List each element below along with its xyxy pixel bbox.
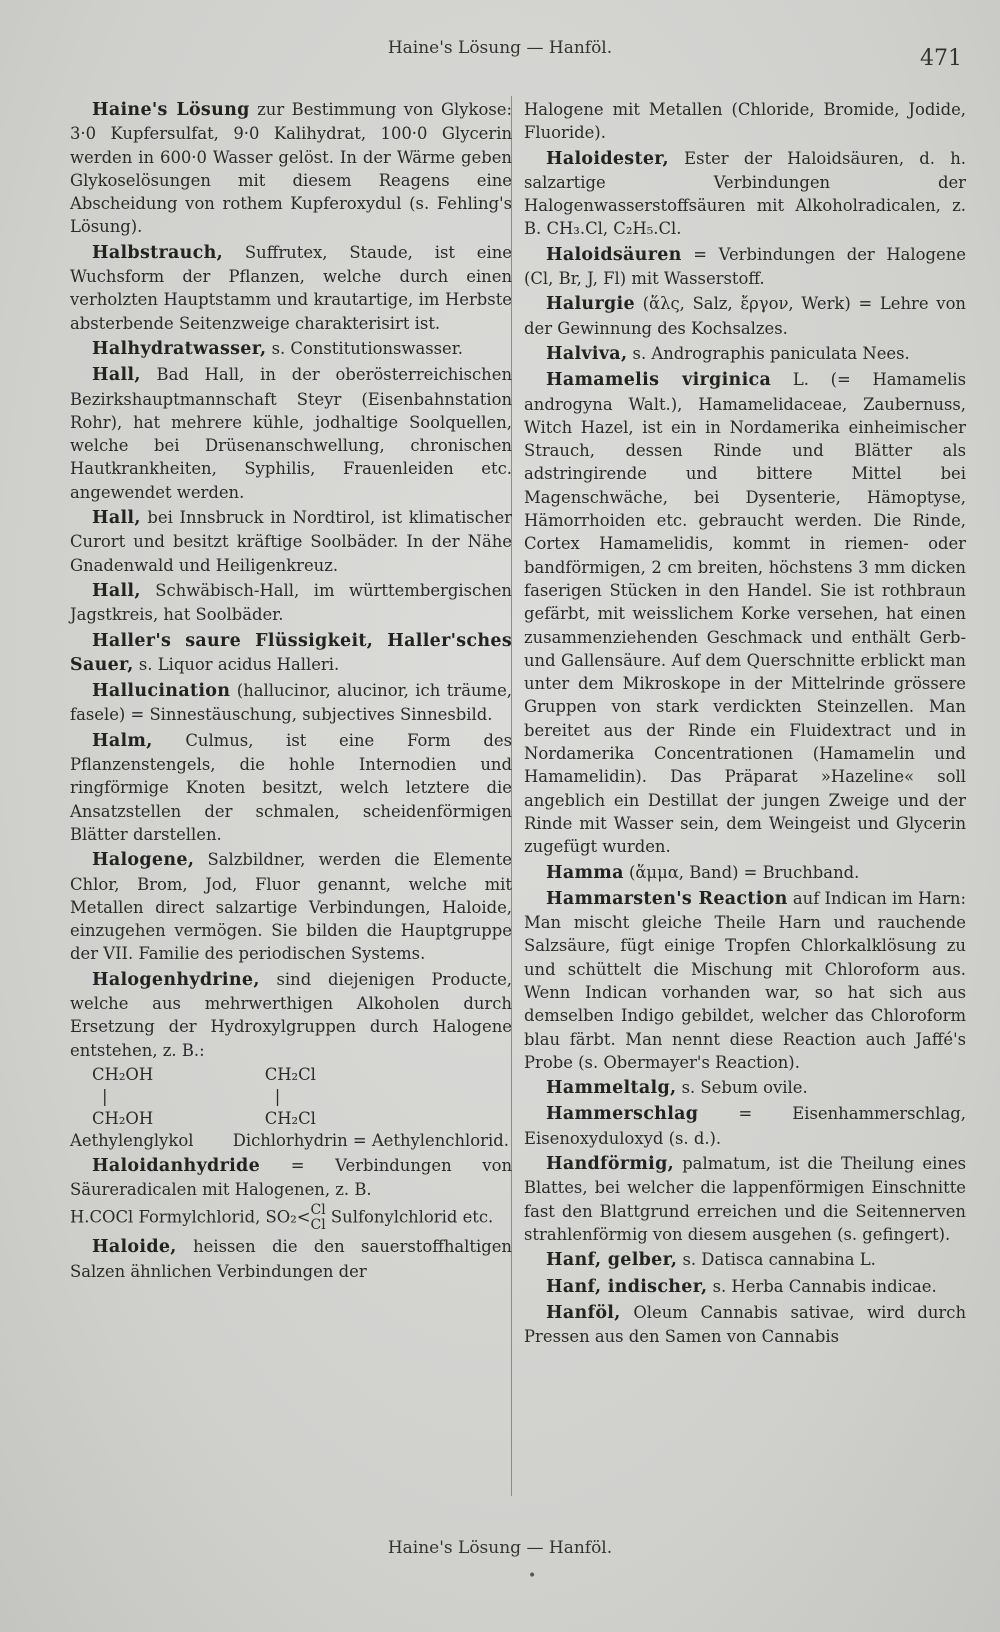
left-column: [70, 98, 512, 1285]
formula-right-bond: |: [274, 1086, 281, 1106]
entry-headword: Hamma: [546, 862, 624, 883]
dictionary-entry: [70, 579, 512, 627]
dictionary-entry: [70, 337, 512, 361]
dictionary-entry: [524, 342, 966, 366]
entry-headword: Halurgie: [546, 294, 635, 315]
formula-left-name: Aethylenglykol: [70, 1130, 194, 1150]
page-number: 471: [920, 46, 962, 71]
entry-text: bei Innsbruck in Nordtirol, ist klimatischer Curort und besitzt kräftige Soolbäder. In der Nähe Gnadenwald und Heiligenkreuz.: [70, 508, 512, 575]
entry-headword: Handförmig,: [546, 1154, 675, 1175]
entry-headword: Haloidanhydride: [92, 1155, 261, 1176]
formula-left-bond: |: [102, 1086, 108, 1106]
entry-headword: Halm,: [92, 730, 153, 751]
dictionary-entry: [524, 1152, 966, 1246]
entry-text: (ἅμμα, Band) = Bruchband.: [623, 862, 860, 882]
entry-text: Salzbildner, werden die Elemente Chlor, Brom, Jod, Fluor genannt, welche mit Metallen direct salzartige Verbindungen, Haloide, einzugehen vermögen. Sie bilden die Hauptgruppe der VII. Familie des periodischen Systems.: [70, 850, 512, 964]
dictionary-entry: [524, 1275, 966, 1299]
entry-headword: Halhydratwasser,: [92, 338, 267, 359]
entry-headword: Hanf, gelber,: [546, 1250, 678, 1271]
dictionary-entry: [70, 98, 512, 239]
entry-headword: Hamamelis virginica: [546, 370, 772, 391]
entry-headword: Haloide,: [92, 1237, 177, 1258]
entry-text: = Eisenhammerschlag, Eisenoxyduloxyd (s. d.).: [524, 1104, 966, 1148]
dictionary-entry: [70, 679, 512, 727]
dictionary-entry: [524, 147, 966, 241]
halogenhydrine-formula: [70, 1064, 512, 1152]
entry-headword: Haine's Lösung: [92, 100, 250, 120]
formula-left-bottom: CH₂OH: [92, 1108, 154, 1128]
entry-text: L. (= Hamamelis androgyna Walt.), Hamamelidaceae, Zaubernuss, Witch Hazel, ist ein in Nordamerika einheimischer Strauch, dessen Rinde und Blätter als adstringirende und bittere Mittel bei Magenschwäche, bei Dysenterie, Hämoptyse, Hämorrhoiden etc. gebraucht werden. Die Rinde, Cortex Hamamelidis, kommt in riemen- oder bandförmigen, 2 cm breiten, höchstens 3 mm dicken faserigen Stücken in den Handel. Sie ist rothbraun gefärbt, mit weisslichem Korke versehen, hat einen zusammenziehenden Geschmack und enthält Gerb- und Gallensäure. Auf dem Querschnitte erblickt man unter dem Mikroskope in der Mittelrinde grössere Gruppen von stark verdickten Steinzellen. Man bereitet aus der Rinde ein Fluidextract und in Nordamerika Concentrationen (Hamamelin und Hamamelidin). Das Präparat »Hazeline« soll angeblich ein Destillat der jungen Zweige und der Rinde mit Wasser sein, dem Weingeist und Glycerin zugefügt wurden.: [524, 370, 967, 857]
dictionary-entry: [70, 848, 512, 965]
entry-headword: Haloidsäuren: [546, 244, 682, 265]
entry-text: Halogene mit Metallen (Chloride, Bromide, Jodide, Fluoride).: [524, 100, 966, 143]
formula-left-top: CH₂OH: [92, 1064, 154, 1084]
dictionary-entry: [70, 506, 512, 577]
entry-text: s. Andrographis paniculata Nees.: [627, 343, 910, 363]
entry-headword: Halogenhydrine,: [92, 969, 260, 990]
entry-text: heissen die den sauerstoffhaltigen Salzen ähnlichen Verbindungen der: [70, 1237, 512, 1281]
footer-title: Haine's Lösung — Hanföl.: [387, 1538, 613, 1558]
dictionary-entry: [524, 1076, 966, 1100]
sulfonyl-pre: H.COCl Formylchlorid, SO₂<: [70, 1207, 311, 1227]
left-entries: [70, 98, 512, 1062]
entry-headword: Halviva,: [546, 343, 628, 364]
formula-right-top: CH₂Cl: [264, 1064, 316, 1084]
entry-headword: Hammarsten's Reaction: [546, 888, 788, 909]
dictionary-entry: [70, 968, 512, 1062]
entry-text: (ἅλς, Salz, ἔργον, Werk) = Lehre von der Gewinnung des Kochsalzes.: [524, 294, 966, 338]
entry-text: s. Sebum ovile.: [676, 1078, 808, 1098]
dictionary-entry: [70, 1235, 512, 1283]
entry-text: sind diejenigen Producte, welche aus mehrwerthigen Alkoholen durch Ersetzung der Hydroxylgruppen durch Halogene entstehen, z. B.:: [70, 969, 512, 1060]
dictionary-entry: [524, 292, 966, 340]
dictionary-entry: [524, 98, 966, 145]
entry-headword: Hallucination: [92, 681, 231, 702]
entry-headword: Halogene,: [92, 850, 195, 871]
entry-text: s. Liquor acidus Halleri.: [133, 654, 340, 674]
sulfonyl-fraction: [311, 1203, 326, 1233]
entry-text: = Verbindungen von Säureradicalen mit Halogenen, z. B.: [70, 1155, 512, 1200]
sulfonyl-formula-line: [70, 1203, 512, 1233]
dictionary-entry: [70, 363, 512, 504]
entry-text: zur Bestimmung von Glykose: 3·0 Kupfersulfat, 9·0 Kalihydrat, 100·0 Glycerin werden in 600·0 Wasser gelöst. In der Wärme geben Glykoselösungen mit diesem Reagens eine Abscheidung von rothem Kupferoxydul (s. Fehling's Lösung).: [70, 100, 512, 237]
running-head: Haine's Lösung — Hanföl.: [387, 38, 613, 58]
dictionary-entry: [70, 1154, 512, 1202]
entry-text: Oleum Cannabis sativae, wird durch Pressen aus den Samen von Cannabis: [524, 1302, 966, 1347]
dictionary-entry: [524, 368, 966, 858]
dictionary-entry: [524, 243, 966, 291]
entry-headword: Hall,: [92, 508, 141, 529]
sulfonyl-post: Sulfonylchlorid etc.: [325, 1207, 494, 1227]
entry-text: Suffrutex, Staude, ist eine Wuchsform der Pflanzen, welche durch einen verholzten Hauptstamm und krautartige, im Herbste absterbende Seitenzweige charakterisirt ist.: [70, 242, 512, 333]
entry-text: = Verbindungen der Halogene (Cl, Br, J, Fl) mit Wasserstoff.: [524, 244, 966, 289]
dictionary-entry: [524, 861, 966, 885]
entry-headword: Haloidester,: [546, 148, 669, 169]
entry-text: (hallucinor, alucinor, ich träume, fasele) = Sinnestäuschung, subjectives Sinnesbild.: [70, 681, 512, 725]
entry-text: Schwäbisch-Hall, im württembergischen Jagstkreis, hat Soolbäder.: [70, 580, 512, 625]
footer-mark: •: [528, 1568, 537, 1584]
dictionary-entry: [524, 1102, 966, 1150]
entry-text: Ester der Haloidsäuren, d. h. salzartige Verbindungen der Halogenwasserstoffsäuren mit Alkoholradicalen, z. B. CH₃.Cl, C₂H₅.Cl.: [524, 148, 966, 239]
entry-headword: Hanf, indischer,: [546, 1276, 708, 1297]
dictionary-entry: [70, 241, 512, 335]
entry-headword: Hall,: [92, 365, 141, 386]
entry-text: s. Datisca cannabina L.: [677, 1250, 876, 1270]
dictionary-entry: [524, 1301, 966, 1349]
right-column: [524, 98, 966, 1350]
entry-text: palmatum, ist die Theilung eines Blattes, bei welcher die lappenförmigen Einschnitte fast den Blattgrund erreichen und die Seitennerven strahlenförmig von diesem ausgehen (s. gefingert).: [524, 1154, 966, 1244]
right-entries: [524, 98, 966, 1348]
formula-right-name: Dichlorhydrin = Aethylenchlorid.: [232, 1130, 509, 1150]
entry-headword: Hanföl,: [546, 1302, 621, 1323]
entry-text: s. Herba Cannabis indicae.: [707, 1276, 937, 1296]
entry-text: Bad Hall, in der oberösterreichischen Bezirkshauptmannschaft Steyr (Eisenbahnstation Rohr), hat mehrere kühle, jodhaltige Soolquellen, welche bei Drüsenanschwellung, chronischen Hautkrankheiten, Syphilis, Frauenleiden etc. angewendet werden.: [70, 365, 512, 502]
dictionary-entry: [70, 729, 512, 846]
formula-right-bottom: CH₂Cl: [264, 1108, 316, 1128]
dictionary-entry: [524, 1248, 966, 1272]
entry-headword: Hammeltalg,: [546, 1078, 677, 1099]
dictionary-entry: [70, 629, 512, 678]
entry-text: Culmus, ist eine Form des Pflanzenstengels, die hohle Internodien und ringförmige Knoten besitzt, welch letztere die Ansatzstellen der schmalen, scheidenförmigen Blätter darstellen.: [70, 730, 512, 844]
sulfonyl-bottom: Cl: [310, 1217, 326, 1234]
entry-text: s. Constitutionswasser.: [266, 338, 463, 358]
entry-headword: Hammerschlag: [546, 1104, 699, 1125]
entry-headword: Hall,: [92, 580, 141, 601]
entry-headword: Haller's saure Flüssigkeit, Haller'sches Sauer,: [70, 630, 512, 675]
sulfonyl-top: Cl: [310, 1202, 326, 1219]
entry-text: auf Indican im Harn: Man mischt gleiche Theile Harn und rauchende Salzsäure, fügt einige Tropfen Chlorkalklösung zu und schüttelt die Mischung mit Chloroform aus. Wenn Indican vorhanden war, so hat sich aus demselben Indigo gebildet, welcher das Chloroform blau färbt. Man nennt diese Reaction auch Jaffé's Probe (s. Obermayer's Reaction).: [524, 888, 966, 1072]
dictionary-entry: [524, 887, 966, 1074]
entry-headword: Halbstrauch,: [92, 242, 224, 263]
